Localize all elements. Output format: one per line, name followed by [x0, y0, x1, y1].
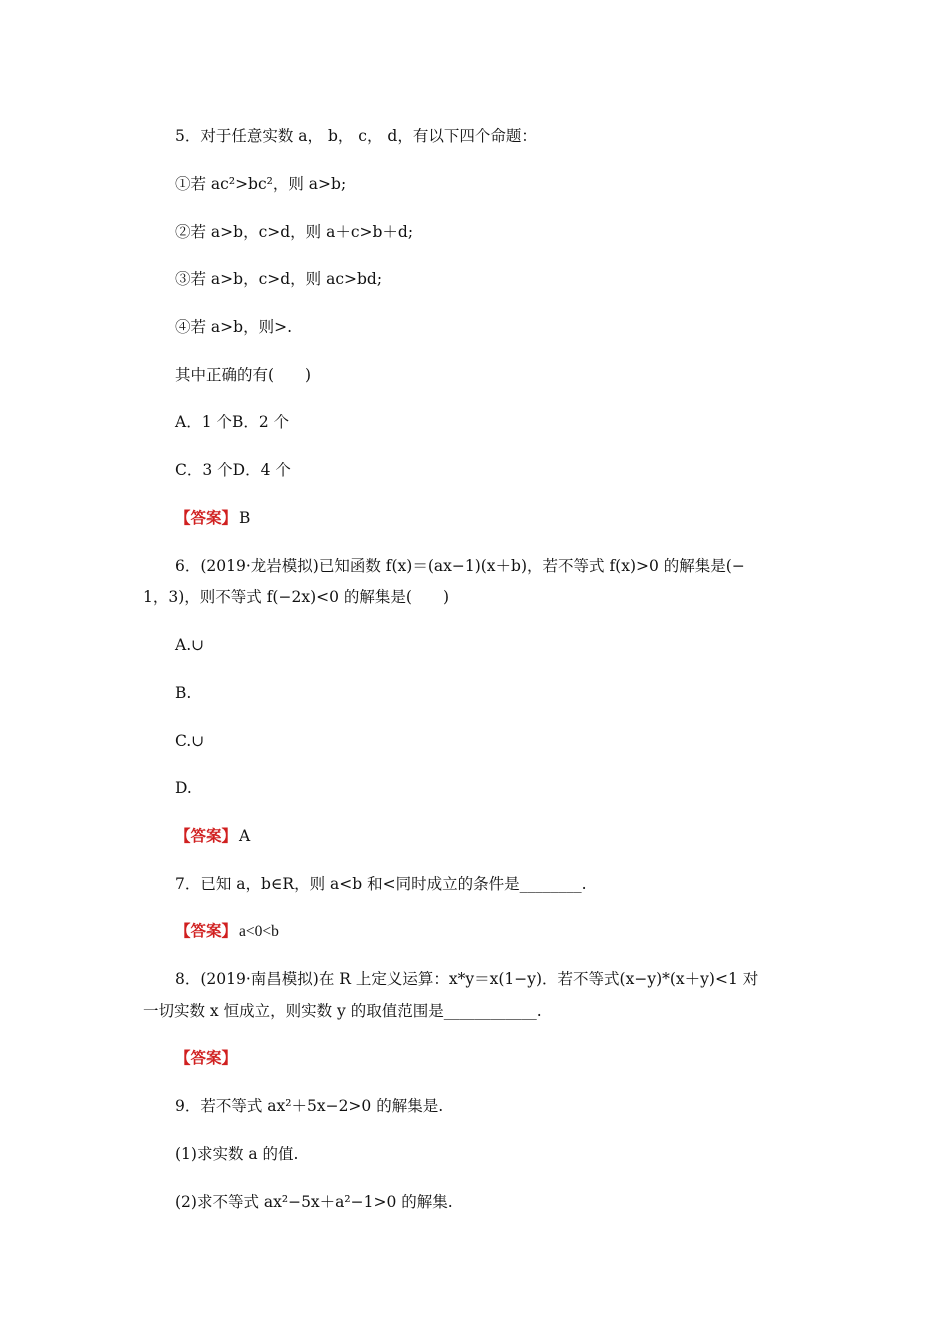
answer-label: 【答案】: [175, 1048, 238, 1067]
q7-stem: 7．已知 a，b∈R，则 a<b 和<同时成立的条件是________.: [175, 875, 587, 893]
q9-stem: 9．若不等式 ax²＋5x−2>0 的解集是.: [175, 1097, 444, 1115]
answer-value: a<0<b: [239, 923, 279, 940]
answer-label: 【答案】: [175, 921, 238, 940]
q5-stem: 5．对于任意实数 a， b， c， d，有以下四个命题：: [175, 127, 537, 145]
answer-value: B: [239, 509, 251, 527]
q5-options-cd: C．3 个D．4 个: [175, 461, 291, 479]
q5-proposition-2: ②若 a>b，c>d，则 a＋c>b＋d;: [175, 223, 414, 241]
q6-stem-line-2: 1，3)，则不等式 f(−2x)<0 的解集是( ): [143, 588, 449, 606]
q6-option-c: C.∪: [175, 732, 205, 750]
q5-proposition-3: ③若 a>b，c>d，则 ac>bd;: [175, 270, 383, 288]
q5-ask: 其中正确的有( ): [175, 366, 312, 384]
q5-options-ab: A．1 个B．2 个: [175, 413, 290, 431]
answer-label: 【答案】: [175, 508, 238, 527]
q9-part-1: (1)求实数 a 的值.: [175, 1145, 299, 1163]
q5-proposition-4: ④若 a>b，则>.: [175, 318, 292, 336]
q8-stem-line-2: 一切实数 x 恒成立，则实数 y 的取值范围是____________.: [143, 1002, 542, 1020]
answer-value: A: [239, 827, 251, 845]
q7-answer: [175, 920, 279, 943]
answer-label: 【答案】: [175, 826, 238, 845]
q8-stem-line-1: 8．(2019·南昌模拟)在 R 上定义运算：x*y＝x(1−y)．若不等式(x−y)*(x＋y)<1 对: [175, 970, 759, 988]
q6-option-b: B.: [175, 684, 192, 702]
q6-answer: [175, 825, 250, 847]
q6-option-d: D.: [175, 779, 192, 797]
q5-answer: [175, 507, 250, 529]
q5-proposition-1: ①若 ac²>bc²，则 a>b;: [175, 175, 347, 193]
q9-part-2: (2)求不等式 ax²−5x＋a²−1>0 的解集.: [175, 1193, 453, 1211]
q6-option-a: A.∪: [175, 636, 205, 654]
q8-answer: [175, 1047, 239, 1069]
q6-stem-line-1: 6．(2019·龙岩模拟)已知函数 f(x)＝(ax−1)(x＋b)，若不等式 f(x)>0 的解集是(−: [175, 557, 745, 575]
